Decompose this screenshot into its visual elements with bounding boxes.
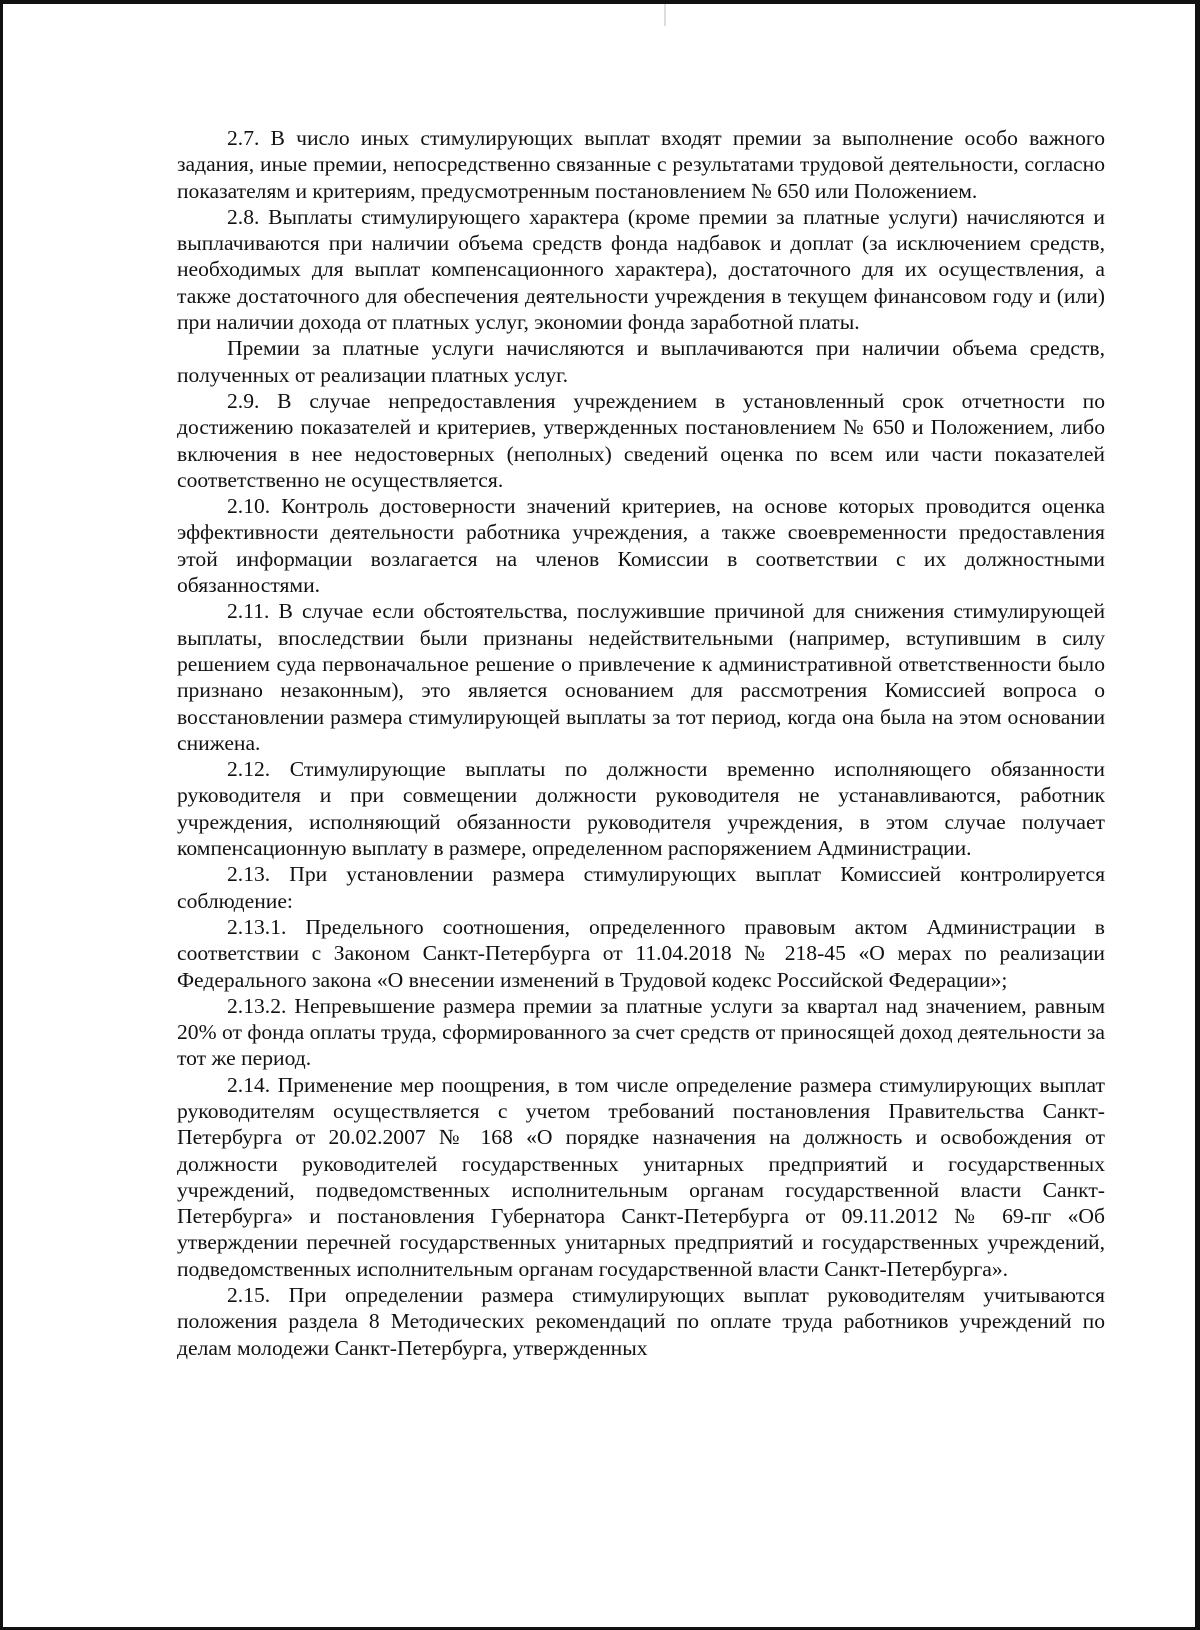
paragraph-2-13-1: 2.13.1. Предельного соотношения, определенного правовым актом Администрации в соответствии с Законом Санкт-Петербурга от 11.04.2018 № 218-45 «О мерах по реализации Федерального закона «О внесении изменений в Трудовой кодекс Российской Федерации»; bbox=[177, 914, 1105, 992]
scan-artifact bbox=[664, 4, 666, 26]
scan-border-top bbox=[0, 0, 1200, 4]
paragraph-2-8: 2.8. Выплаты стимулирующего характера (кроме премии за платные услуги) начисляются и выплачиваются при наличии объема средств фонда надбавок и доплат (за исключением средств, необходимых для выплат компенсационного характера), достаточного для их осуществления, а также достаточного для обеспечения деятельности учреждения в текущем финансовом году и (или) при наличии дохода от платных услуг, экономии фонда заработной платы. bbox=[177, 204, 1105, 335]
paragraph-2-9: 2.9. В случае непредоставления учреждением в установленный срок отчетности по достижению показателей и критериев, утвержденных постановлением № 650 и Положением, либо включения в нее недостоверных (неполных) сведений оценка по всем или части показателей соответственно не осуществляется. bbox=[177, 388, 1105, 492]
scan-border-left bbox=[0, 0, 3, 1630]
paragraph-2-11: 2.11. В случае если обстоятельства, послужившие причиной для снижения стимулирующей выплаты, впоследствии были признаны недействительными (например, вступившим в силу решением суда первоначальное решение о привлечение к административной ответственности было признано незаконным), это является основанием для рассмотрения Комиссией вопроса о восстановлении размера стимулирующей выплаты за тот период, когда она была на этом основании снижена. bbox=[177, 599, 1105, 755]
paragraph-2-15: 2.15. При определении размера стимулирующих выплат руководителям учитываются положения раздела 8 Методических рекомендаций по оплате труда работников учреждений по делам молодежи Санкт-Петербурга, утвержденных bbox=[177, 1283, 1105, 1360]
scan-border-right bbox=[1195, 0, 1200, 1630]
paragraph-paid-services-bonus: Премии за платные услуги начисляются и выплачиваются при наличии объема средств, полученных от реализации платных услуг. bbox=[177, 336, 1105, 387]
paragraph-2-10: 2.10. Контроль достоверности значений критериев, на основе которых проводится оценка эффективности деятельности работника учреждения, а также своевременности предоставления этой информации возлагается на членов Комиссии в соответствии с их должностными обязанностями. bbox=[177, 494, 1105, 598]
paragraph-2-12: 2.12. Стимулирующие выплаты по должности временно исполняющего обязанности руководителя и при совмещении должности руководителя не устанавливаются, работник учреждения, исполняющий обязанности руководителя учреждения, в этом случае получает компенсационную выплату в размере, определенном распоряжением Администрации. bbox=[177, 757, 1105, 861]
document-page bbox=[177, 125, 1105, 1361]
paragraph-2-13-2: 2.13.2. Непревышение размера премии за платные услуги за квартал над значением, равным 20% от фонда оплаты труда, сформированного за счет средств от приносящей доход деятельности за тот же период. bbox=[177, 993, 1105, 1071]
paragraph-2-14: 2.14. Применение мер поощрения, в том числе определение размера стимулирующих выплат руководителям осуществляется с учетом требований постановления Правительства Санкт-Петербурга от 20.02.2007 № 168 «О порядке назначения на должность и освобождения от должности руководителей государственных унитарных предприятий и государственных учреждений, подведомственных исполнительным органам государственной власти Санкт-Петербурга» и постановления Губернатора Санкт-Петербурга от 09.11.2012 № 69-пг «Об утверждении перечней государственных унитарных предприятий и государственных учреждений, подведомственных исполнительным органам государственной власти Санкт-Петербурга». bbox=[177, 1072, 1105, 1281]
paragraph-2-7: 2.7. В число иных стимулирующих выплат входят премии за выполнение особо важного задания, иные премии, непосредственно связанные с результатами трудовой деятельности, согласно показателям и критериям, предусмотренным постановлением № 650 или Положением. bbox=[177, 126, 1105, 203]
paragraph-2-13: 2.13. При установлении размера стимулирующих выплат Комиссией контролируется соблюдение: bbox=[177, 862, 1105, 913]
